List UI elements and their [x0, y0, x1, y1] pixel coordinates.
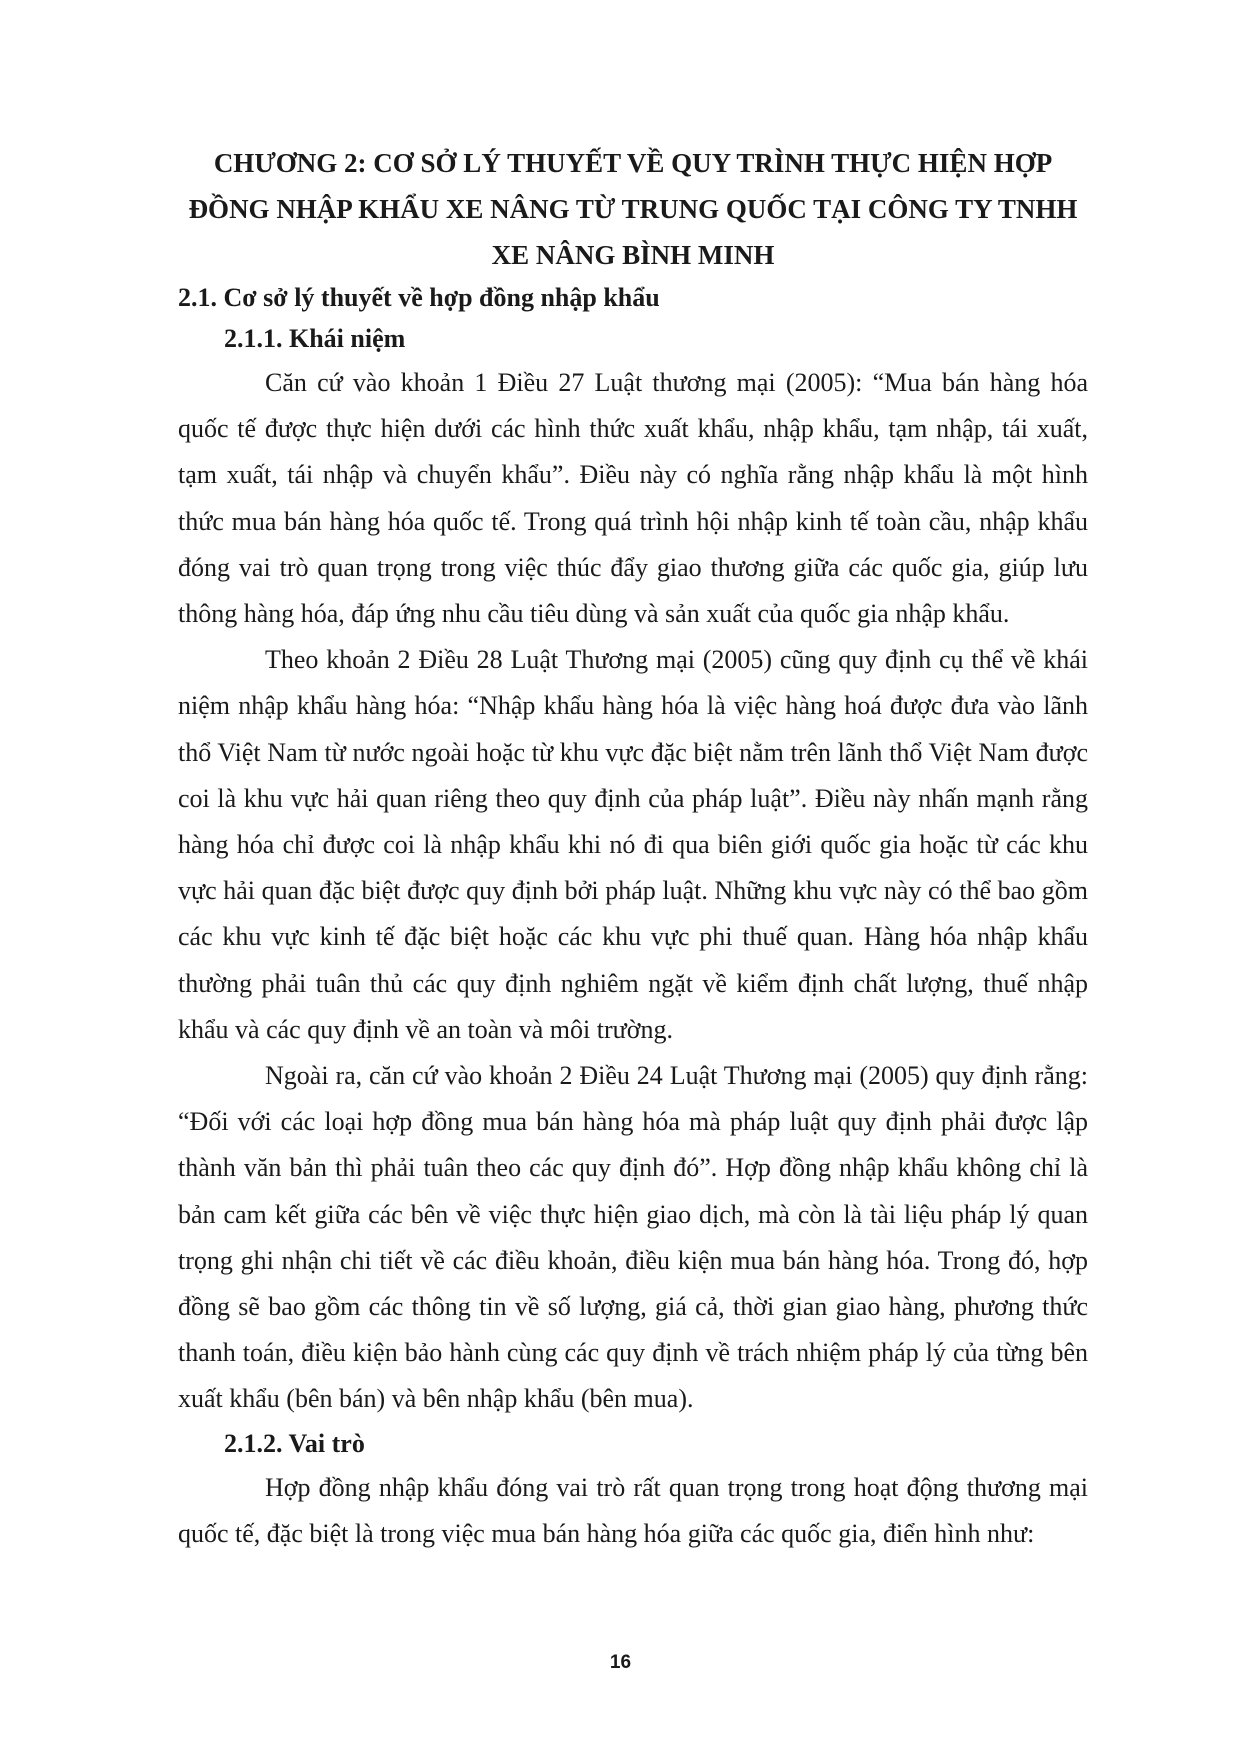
paragraph-vai-tro-1: Hợp đồng nhập khẩu đóng vai trò rất quan trọng trong hoạt động thương mại quốc tế, đặc biệt là trong việc mua bán hàng hóa giữa các quốc gia, điển hình như:: [178, 1472, 1088, 1548]
chapter-title: CHƯƠNG 2: CƠ SỞ LÝ THUYẾT VỀ QUY TRÌNH THỰC HIỆN HỢP ĐỒNG NHẬP KHẨU XE NÂNG TỪ TRUNG QUỐC TẠI CÔNG TY TNHH XE NÂNG BÌNH MINH: [188, 148, 1078, 270]
paragraph-khai-niem-1: Căn cứ vào khoản 1 Điều 27 Luật thương mại (2005): “Mua bán hàng hóa quốc tế được thực hiện dưới các hình thức xuất khẩu, nhập khẩu, tạm nhập, tái xuất, tạm xuất, tái nhập và chuyển khẩu”. Điều này có nghĩa rằng nhập khẩu là một hình thức mua bán hàng hóa quốc tế. Trong quá trình hội nhập kinh tế toàn cầu, nhập khẩu đóng vai trò quan trọng trong việc thúc đẩy giao thương giữa các quốc gia, giúp lưu thông hàng hóa, đáp ứng nhu cầu tiêu dùng và sản xuất của quốc gia nhập khẩu.: [178, 368, 1088, 629]
section-heading-2-1: 2.1. Cơ sở lý thuyết về hợp đồng nhập khẩu: [178, 283, 660, 312]
document-page: [178, 140, 1088, 1557]
section-heading-2-1-2: 2.1.2. Vai trò: [224, 1428, 365, 1458]
page-number: 16: [609, 1652, 632, 1673]
paragraph-khai-niem-3: Ngoài ra, căn cứ vào khoản 2 Điều 24 Luật Thương mại (2005) quy định rằng: “Đối với các loại hợp đồng mua bán hàng hóa mà pháp luật quy định phải được lập thành văn bản thì phải tuân theo các quy định đó”. Hợp đồng nhập khẩu không chỉ là bản cam kết giữa các bên về việc thực hiện giao dịch, mà còn là tài liệu pháp lý quan trọng ghi nhận chi tiết về các điều khoản, điều kiện mua bán hàng hóa. Trong đó, hợp đồng sẽ bao gồm các thông tin về số lượng, giá cả, thời gian giao hàng, phương thức thanh toán, điều kiện bảo hành cùng các quy định về trách nhiệm pháp lý của từng bên xuất khẩu (bên bán) và bên nhập khẩu (bên mua).: [178, 1061, 1088, 1414]
paragraph-khai-niem-2: Theo khoản 2 Điều 28 Luật Thương mại (2005) cũng quy định cụ thể về khái niệm nhập khẩu hàng hóa: “Nhập khẩu hàng hóa là việc hàng hoá được đưa vào lãnh thổ Việt Nam từ nước ngoài hoặc từ khu vực đặc biệt nằm trên lãnh thổ Việt Nam được coi là khu vực hải quan riêng theo quy định của pháp luật”. Điều này nhấn mạnh rằng hàng hóa chỉ được coi là nhập khẩu khi nó đi qua biên giới quốc gia hoặc từ các khu vực hải quan đặc biệt được quy định bởi pháp luật. Những khu vực này có thể bao gồm các khu vực kinh tế đặc biệt hoặc các khu vực phi thuế quan. Hàng hóa nhập khẩu thường phải tuân thủ các quy định nghiêm ngặt về kiểm định chất lượng, thuế nhập khẩu và các quy định về an toàn và môi trường.: [178, 645, 1088, 1044]
section-heading-2-1-1: 2.1.1. Khái niệm: [224, 324, 406, 353]
